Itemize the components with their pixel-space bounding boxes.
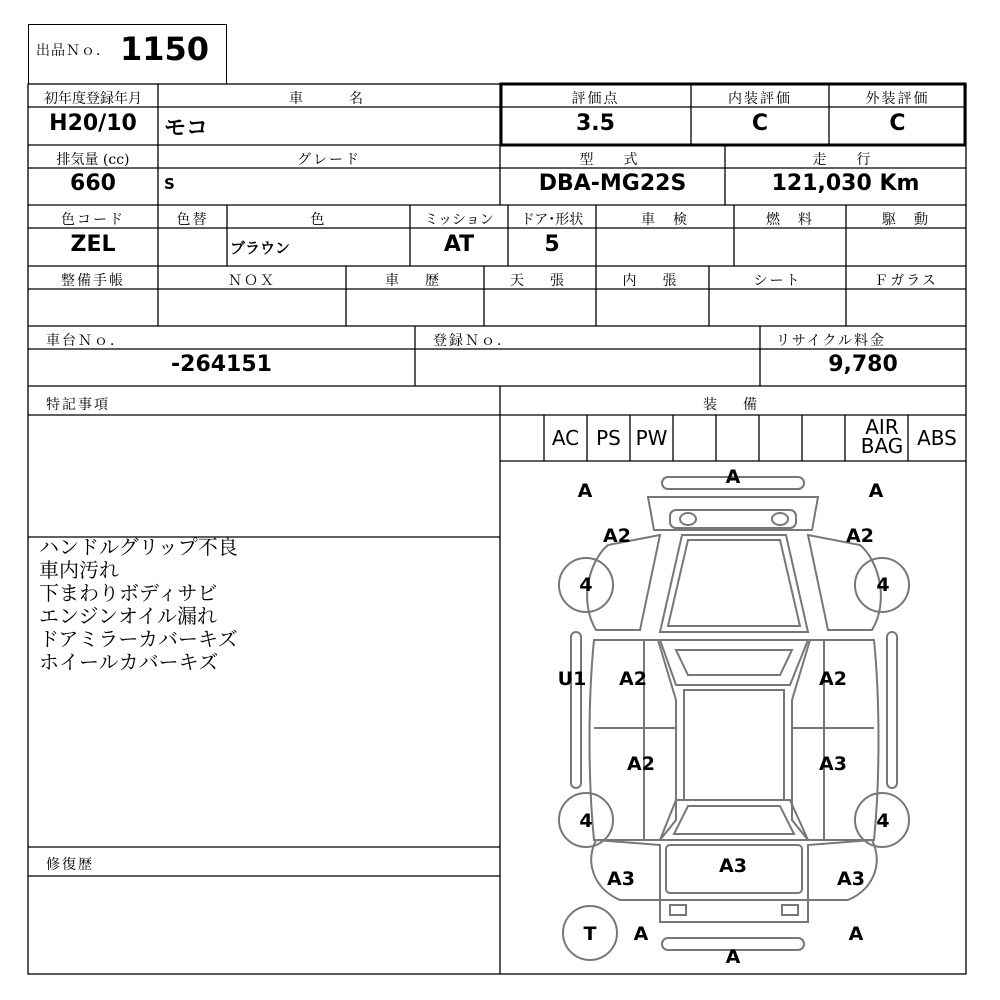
door-label: ドア･形状 — [520, 212, 584, 228]
displacement-label: 排気量 (cc) — [56, 152, 130, 168]
mark-door-rear-left: A2 — [627, 753, 655, 775]
car-history-label: 車 歴 — [385, 273, 445, 289]
seat-label: シート — [753, 273, 802, 289]
nox-label: ＮＯＸ — [228, 273, 276, 289]
equipment-label: 装 備 — [703, 397, 763, 413]
mark-door-front-right: A2 — [819, 668, 847, 690]
mark-rear-left: A — [633, 923, 649, 945]
interior-grade-label: 内装評価 — [728, 91, 792, 107]
recycle-fee-label: リサイクル料金 — [776, 333, 887, 349]
note-line: ドアミラーカバーキズ — [39, 627, 238, 651]
equipment-ac: AC — [551, 426, 580, 450]
color-value: ブラウン — [230, 239, 291, 257]
lot-number: 1150 — [120, 30, 210, 68]
mark-door-rear-right: A3 — [819, 753, 847, 775]
note-line: 下まわりボディサビ — [39, 581, 218, 605]
lot-label: 出品Ｎｏ． — [36, 43, 111, 59]
interior-grade-value: C — [751, 111, 769, 136]
mark-tire-rear-left: 4 — [579, 810, 593, 832]
mark-spare-tire: T — [583, 923, 597, 945]
mission-value: AT — [443, 232, 475, 257]
mark-tire-front-left: 4 — [579, 574, 593, 596]
color-code-label: 色コード — [61, 212, 125, 228]
grade-label: グレード — [297, 152, 361, 168]
mileage-value: 121,030 Km — [771, 171, 920, 196]
mark-quarter-left: A3 — [607, 868, 635, 890]
mark-rear-right: A — [848, 923, 864, 945]
equipment-pw: PW — [635, 426, 668, 450]
model-value: DBA-MG22S — [538, 171, 687, 196]
mark-door-front-left: A2 — [619, 668, 647, 690]
car-name-value: モコ — [164, 116, 209, 141]
repair-history-label: 修復歴 — [46, 857, 94, 873]
mark-rear-panel: A3 — [719, 855, 747, 877]
registration-number-label: 登録Ｎｏ． — [433, 333, 513, 349]
recycle-fee-value: 9,780 — [828, 352, 898, 377]
registration-label: 初年度登録年月 — [44, 91, 142, 107]
equipment-airbag: AIR BAG — [860, 415, 904, 458]
registration-value: H20/10 — [49, 111, 137, 136]
displacement-value: 660 — [70, 171, 116, 196]
note-line: エンジンオイル漏れ — [39, 604, 217, 628]
score-label: 評価点 — [571, 91, 620, 107]
mark-fender-left: A2 — [603, 525, 631, 547]
model-label: 型 式 — [579, 152, 646, 168]
mark-front-left: A — [577, 480, 593, 502]
roof-lining-label: 天 張 — [510, 273, 570, 289]
car-name-label: 車 名 — [289, 91, 369, 107]
mileage-label: 走 行 — [812, 152, 879, 168]
exterior-grade-label: 外装評価 — [865, 91, 930, 107]
mark-tire-front-right: 4 — [876, 574, 890, 596]
equipment-abs: ABS — [917, 426, 957, 450]
mission-label: ミッション — [424, 212, 494, 228]
chassis-number-value: -264151 — [171, 352, 272, 377]
mark-front-bumper: A — [725, 466, 741, 488]
color-label: 色 — [310, 212, 327, 228]
mark-tire-rear-right: 4 — [876, 810, 890, 832]
fuel-label: 燃 料 — [766, 212, 814, 228]
f-glass-label: Ｆガラス — [874, 273, 938, 289]
chassis-number-label: 車台Ｎｏ． — [46, 333, 126, 349]
door-value: 5 — [544, 232, 560, 257]
note-line: ホイールカバーキズ — [39, 650, 219, 674]
service-book-label: 整備手帳 — [61, 273, 125, 289]
note-line: 車内汚れ — [39, 558, 119, 582]
interior-trim-label: 内 張 — [622, 273, 683, 289]
mark-fender-right: A2 — [846, 525, 874, 547]
color-change-label: 色替 — [176, 212, 209, 228]
mark-sill-left: U1 — [557, 668, 587, 690]
grade-value: S — [164, 175, 175, 193]
exterior-grade-value: C — [889, 111, 906, 136]
drive-label: 駆 動 — [882, 212, 930, 228]
mark-front-right: A — [868, 480, 884, 502]
note-line: ハンドルグリップ不良 — [39, 535, 238, 559]
notes-label: 特記事項 — [46, 397, 110, 413]
mark-rear-bumper: A — [725, 946, 741, 968]
score-value: 3.5 — [576, 111, 615, 136]
inspection-label: 車 検 — [641, 212, 689, 228]
mark-quarter-right: A3 — [837, 868, 865, 890]
color-code-value: ZEL — [70, 232, 116, 257]
equipment-ps: PS — [596, 426, 621, 450]
